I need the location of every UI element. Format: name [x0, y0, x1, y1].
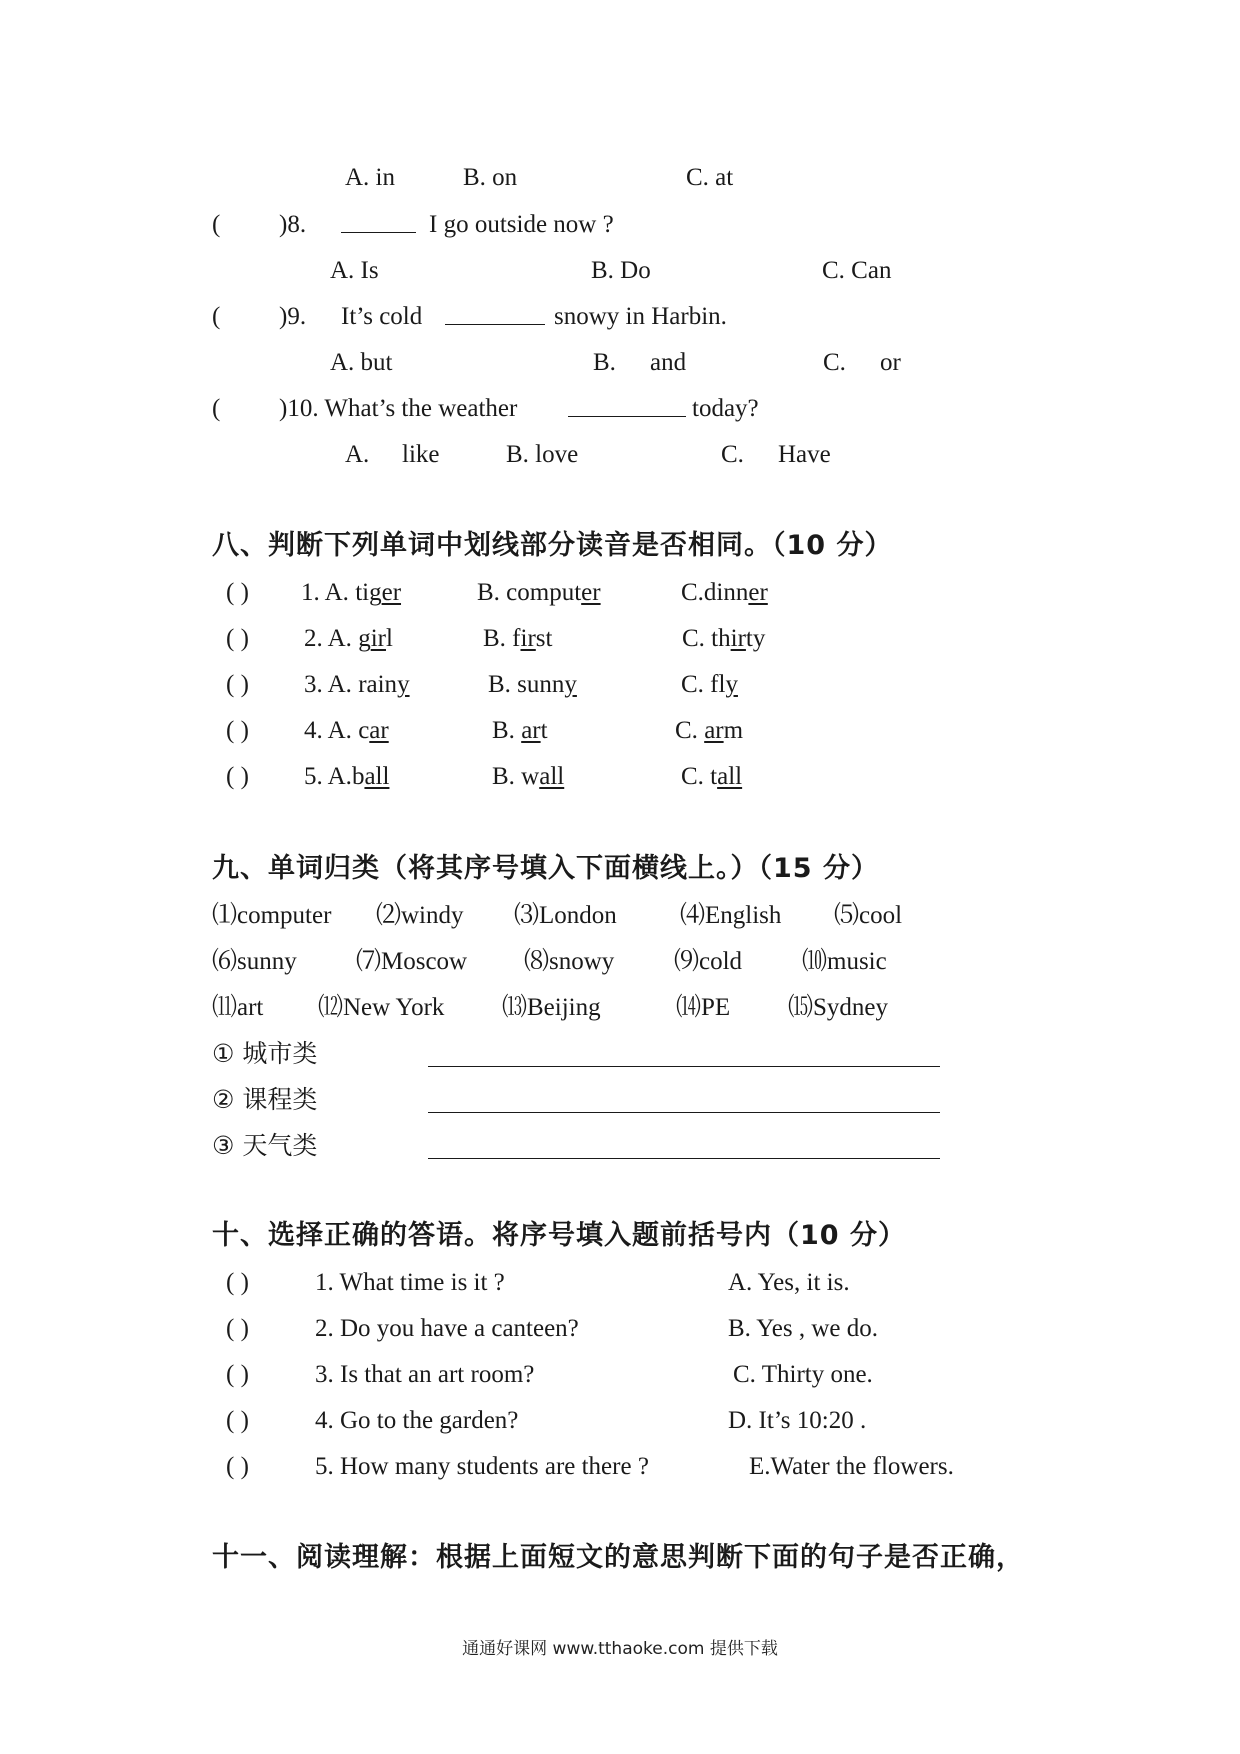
- s9-word-9: ⑼cold: [674, 948, 743, 975]
- s8-item-4-c: C. arm: [675, 717, 744, 744]
- q8-number: )8.: [279, 211, 307, 238]
- section-9-title: 九、单词归类（将其序号填入下面横线上。）（15 分）: [212, 853, 879, 884]
- s8-item-1-c: C.dinner: [681, 579, 768, 606]
- s10-q2: 2. Do you have a canteen?: [315, 1315, 579, 1342]
- q9-option-b-letter: B.: [593, 349, 616, 376]
- s10-q4-paren: ( ): [226, 1407, 249, 1434]
- page-footer: 通通好课网 www.tthaoke.com 提供下载: [462, 1639, 778, 1659]
- q10-blank: [568, 394, 686, 425]
- q9-option-c: or: [880, 349, 901, 376]
- s9-word-5: ⑸cool: [834, 902, 903, 929]
- q10-question-post: today?: [692, 395, 759, 422]
- s9-answer-line-weather: [428, 1158, 940, 1159]
- s10-answer-b: B. Yes , we do.: [728, 1315, 879, 1342]
- section-11-title: 十一、阅读理解：根据上面短文的意思判断下面的句子是否正确，: [212, 1542, 1024, 1573]
- s10-q1-paren: ( ): [226, 1269, 249, 1296]
- s10-q5: 5. How many students are there ?: [315, 1453, 649, 1480]
- q8-question: I go outside now ?: [429, 211, 614, 238]
- s9-category-weather: ③ 天气类: [212, 1131, 318, 1160]
- q7-option-b: B. on: [463, 164, 518, 191]
- q9-blank: [445, 302, 545, 333]
- s8-item-1-b: B. computer: [477, 579, 601, 606]
- q9-option-a: A. but: [330, 349, 393, 376]
- section-10-title: 十、选择正确的答语。将序号填入题前括号内（10 分）: [212, 1220, 906, 1251]
- q10-option-c-letter: C.: [721, 441, 744, 468]
- s9-word-14: ⒁PE: [676, 994, 731, 1021]
- q10-paren-open: (: [212, 395, 221, 422]
- q7-option-c: C. at: [686, 164, 734, 191]
- s10-q4: 4. Go to the garden?: [315, 1407, 519, 1434]
- s10-q5-paren: ( ): [226, 1453, 249, 1480]
- q9-paren-open: (: [212, 303, 221, 330]
- s9-word-15: ⒂Sydney: [788, 994, 889, 1021]
- q8-option-a: A. Is: [330, 257, 379, 284]
- q8-blank: [341, 210, 416, 241]
- s9-word-12: ⑿New York: [318, 994, 445, 1021]
- s10-q3-paren: ( ): [226, 1361, 249, 1388]
- s8-item-2-paren: ( ): [226, 625, 249, 652]
- s8-item-5-c: C. tall: [681, 763, 743, 790]
- s9-category-subject: ② 课程类: [212, 1085, 318, 1114]
- s10-answer-a: A. Yes, it is.: [728, 1269, 850, 1296]
- q10-option-a-letter: A.: [345, 441, 370, 468]
- s9-word-7: ⑺Moscow: [356, 948, 468, 975]
- s8-item-3-b: B. sunny: [488, 671, 577, 698]
- s9-word-8: ⑻snowy: [524, 948, 615, 975]
- s9-word-2: ⑵windy: [376, 902, 464, 929]
- s8-item-4-b: B. art: [492, 717, 548, 744]
- q9-question-pre: It’s cold: [341, 303, 423, 330]
- s10-answer-e: E.Water the flowers.: [749, 1453, 954, 1480]
- s9-word-3: ⑶London: [514, 902, 617, 929]
- q10-question-pre: )10. What’s the weather: [279, 395, 518, 422]
- s10-q3: 3. Is that an art room?: [315, 1361, 535, 1388]
- s8-item-2-a: 2. A. girl: [304, 625, 393, 652]
- q8-paren-open: (: [212, 211, 221, 238]
- s10-answer-d: D. It’s 10:20 .: [728, 1407, 867, 1434]
- s8-item-4-a: 4. A. car: [304, 717, 389, 744]
- s8-item-1-a: 1. A. tiger: [301, 579, 402, 606]
- s10-q1: 1. What time is it ?: [315, 1269, 505, 1296]
- q9-option-b: and: [650, 349, 687, 376]
- q7-option-a: A. in: [345, 164, 395, 191]
- s8-item-5-paren: ( ): [226, 763, 249, 790]
- s9-word-13: ⒀Beijing: [502, 994, 601, 1021]
- s9-answer-line-subject: [428, 1112, 940, 1113]
- q9-number: )9.: [279, 303, 307, 330]
- s9-answer-line-city: [428, 1066, 940, 1067]
- s8-item-4-paren: ( ): [226, 717, 249, 744]
- q9-question-post: snowy in Harbin.: [554, 303, 727, 330]
- q8-option-b: B. Do: [591, 257, 651, 284]
- q10-option-c: Have: [778, 441, 831, 468]
- s8-item-3-c: C. fly: [681, 671, 738, 698]
- s8-item-1-paren: ( ): [226, 579, 249, 606]
- s8-item-3-paren: ( ): [226, 671, 249, 698]
- s8-item-5-a: 5. A.ball: [304, 763, 390, 790]
- q10-option-a: like: [402, 441, 440, 468]
- s8-item-2-c: C. thirty: [682, 625, 766, 652]
- s10-answer-c: C. Thirty one.: [733, 1361, 873, 1388]
- s8-item-5-b: B. wall: [492, 763, 565, 790]
- s8-item-3-a: 3. A. rainy: [304, 671, 410, 698]
- s9-category-city: ① 城市类: [212, 1039, 318, 1068]
- s9-word-10: ⑽music: [802, 948, 887, 975]
- s9-word-1: ⑴computer: [212, 902, 332, 929]
- s9-word-4: ⑷English: [680, 902, 782, 929]
- q10-option-b: B. love: [506, 441, 579, 468]
- q8-option-c: C. Can: [822, 257, 892, 284]
- s9-word-6: ⑹sunny: [212, 948, 297, 975]
- section-8-title: 八、判断下列单词中划线部分读音是否相同。（10 分）: [212, 530, 893, 561]
- s9-word-11: ⑾art: [212, 994, 264, 1021]
- s8-item-2-b: B. first: [483, 625, 553, 652]
- s10-q2-paren: ( ): [226, 1315, 249, 1342]
- q9-option-c-letter: C.: [823, 349, 846, 376]
